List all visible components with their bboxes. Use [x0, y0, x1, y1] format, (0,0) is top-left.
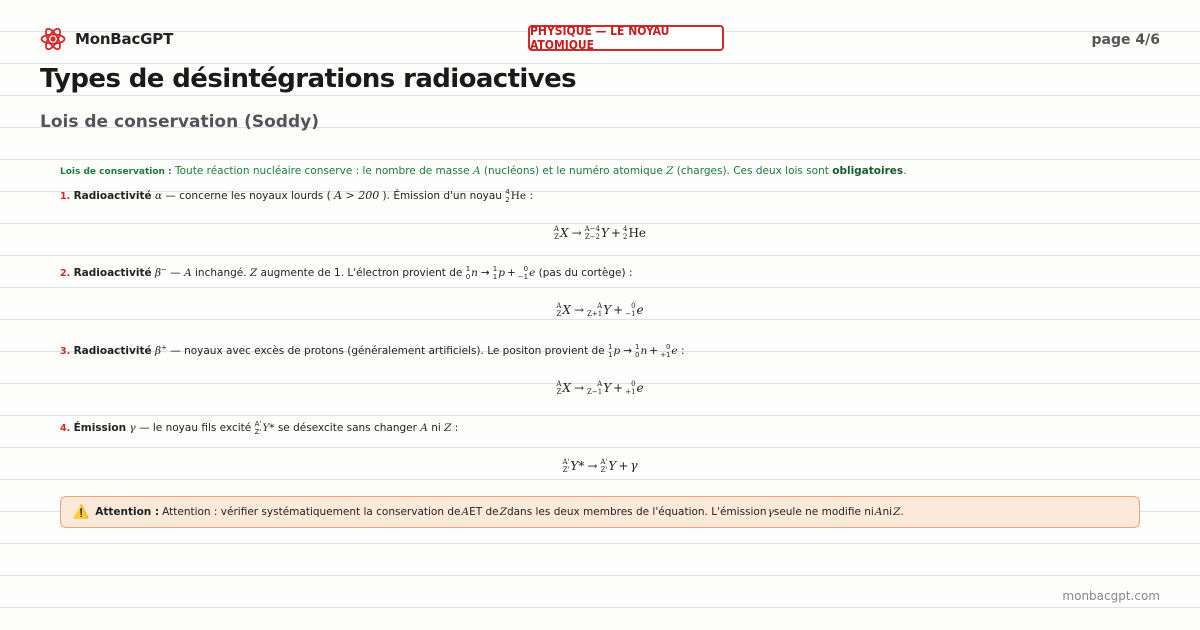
mass-number: A	[556, 380, 562, 388]
helium-symbol: He	[628, 226, 647, 240]
charge-number: −1	[625, 310, 636, 318]
item-text: ni	[427, 422, 445, 434]
mass-number: 0	[665, 343, 671, 351]
item-name: Radioactivité	[73, 267, 152, 279]
item-text: le noyau fils excité	[152, 422, 255, 434]
gamma-symbol: γ	[767, 506, 774, 518]
reaction-arrow: →	[571, 225, 582, 240]
mass-number: 1	[608, 343, 613, 351]
math-Z: Z	[249, 267, 258, 279]
particle-symbol: e	[671, 345, 678, 357]
item-text: se désexcite sans changer	[274, 422, 421, 434]
warning-text: .	[900, 506, 904, 518]
warning-text: Attention : vérifier systématiquement la conservation de	[162, 506, 461, 518]
conservation-label: Lois de conservation :	[60, 167, 172, 177]
item-name: Radioactivité	[73, 190, 152, 202]
reaction-arrow: →	[573, 302, 585, 317]
math-Z: Z	[666, 165, 674, 177]
math-A: A	[874, 506, 883, 518]
parent-nucleus: X	[562, 303, 571, 317]
item-text: :	[677, 345, 685, 357]
conservation-text: (charges). Ces deux lois sont	[673, 165, 833, 177]
charge-number: Z'	[562, 466, 570, 474]
warning-text: ET de	[469, 506, 499, 518]
charge-number: Z	[554, 233, 560, 241]
beta-sign: −	[161, 265, 167, 274]
conservation-note	[60, 165, 907, 177]
charge-number: Z−2	[584, 233, 600, 241]
daughter-nucleus: Y	[603, 381, 612, 395]
daughter-nucleus: Y	[601, 226, 609, 240]
math-A: A	[472, 165, 481, 177]
math-Z: Z	[893, 506, 901, 518]
charge-number: Z	[556, 310, 562, 318]
reaction-arrow: →	[573, 380, 585, 395]
conservation-text: Toute réaction nucléaire conserve : le nombre de masse	[171, 165, 473, 177]
brand-logo[interactable]	[40, 26, 173, 52]
charge-number: Z'	[254, 428, 262, 436]
charge-number: 2	[505, 196, 510, 204]
plus-sign: +	[610, 225, 621, 240]
item-name: Émission	[73, 422, 127, 434]
plus-sign: +	[618, 458, 629, 473]
decay-item-beta-minus: 2. Radioactivité β− — A inchangé. Z augmente de 1. L'électron provient de 1 0 n → 1 1 p + 0 −1 e (pas du cortège) :	[60, 265, 633, 281]
charge-number: 2	[622, 233, 628, 241]
mass-condition: A > 200	[334, 189, 380, 202]
mass-number: 1	[635, 343, 640, 351]
math-A: A	[184, 267, 192, 279]
page-number: page 4/6	[1091, 32, 1160, 48]
warning-text: ni	[882, 506, 893, 518]
charge-number: 1	[492, 273, 498, 281]
mass-number: A'	[562, 458, 570, 466]
item-number: 2.	[60, 268, 71, 279]
item-text: ). Émission d'un noyau	[379, 190, 506, 202]
math-A: A	[461, 506, 470, 518]
equation-alpha	[0, 225, 1200, 241]
charge-number: Z+1	[587, 310, 603, 318]
item-dash: —	[166, 345, 185, 357]
mass-number: 4	[505, 188, 510, 196]
item-number: 1.	[60, 191, 71, 202]
decay-item-gamma	[60, 420, 458, 436]
equation-gamma	[0, 458, 1200, 474]
particle-symbol: p	[613, 345, 621, 357]
electron	[518, 265, 536, 281]
mass-number: 0	[523, 265, 529, 273]
parent-nucleus: X	[560, 226, 569, 240]
helium-nucleus	[505, 188, 526, 204]
item-text: concerne les noyaux lourds (	[179, 190, 335, 202]
decay-item-alpha	[60, 188, 533, 204]
math-Z: Z	[499, 506, 507, 518]
particle-symbol: n	[640, 345, 648, 357]
warning-text: dans les deux membres de l'équation. L'émission	[506, 506, 767, 518]
footer-site-link[interactable]: monbacgpt.com	[1062, 589, 1160, 603]
neutron	[635, 343, 647, 359]
mass-number: A	[597, 302, 603, 310]
item-name: Radioactivité	[73, 345, 152, 357]
charge-number: +1	[660, 351, 671, 359]
page-subtitle: Lois de conservation (Soddy)	[40, 112, 319, 132]
item-text: :	[451, 422, 459, 434]
item-text: inchangé.	[191, 267, 250, 279]
item-dash: —	[166, 267, 185, 279]
excited-nucleus: Y*	[570, 459, 585, 473]
conservation-text: (nucléons) et le numéro atomique	[480, 165, 667, 177]
positron-symbol: e	[636, 381, 644, 395]
charge-number: Z	[556, 388, 562, 396]
daughter-nucleus: Y	[603, 303, 612, 317]
mass-number: A−4	[584, 225, 600, 233]
atom-icon	[40, 26, 66, 52]
warning-text: seule ne modifie ni	[773, 506, 874, 518]
charge-number: 0	[635, 351, 640, 359]
warning-icon: ⚠️	[73, 504, 90, 520]
item-dash: —	[162, 190, 180, 202]
parent-nucleus: X	[562, 381, 571, 395]
mass-number: A'	[254, 420, 262, 428]
beta-symbol: β	[154, 345, 162, 357]
warning-callout	[60, 496, 1140, 528]
item-text: noyaux avec excès de protons (généralement artificiels). Le positon provient de	[184, 345, 609, 357]
brand-name: MonBacGPT	[75, 30, 174, 48]
mass-number: 1	[492, 265, 498, 273]
mass-number: A	[556, 302, 562, 310]
element-symbol: He	[510, 190, 527, 202]
gamma-symbol: γ	[129, 422, 136, 434]
nucleus-symbol: Y*	[262, 422, 275, 434]
item-text: (pas du cortège) :	[535, 267, 633, 279]
item-text: :	[526, 190, 534, 202]
electron-symbol: e	[636, 303, 644, 317]
conservation-text: .	[903, 165, 907, 177]
charge-number: 0	[465, 273, 471, 281]
beta-symbol: β	[154, 267, 162, 279]
mass-number: A	[597, 380, 603, 388]
particle-symbol: p	[498, 267, 505, 279]
mass-number: A'	[600, 458, 608, 466]
equation-beta-plus	[0, 380, 1200, 396]
item-number: 4.	[60, 423, 71, 434]
mass-number: 4	[622, 225, 628, 233]
proton	[608, 343, 620, 359]
charge-number: −1	[517, 273, 529, 281]
item-number: 3.	[60, 346, 71, 357]
excited-nucleus	[255, 420, 275, 436]
decay-item-beta-plus: 3. Radioactivité β+ — noyaux avec excès de protons (généralement artificiels). Le positon provient de 1 1 p → 1 0 n + 0 +1 e :	[60, 343, 685, 359]
beta-sign: +	[161, 343, 167, 352]
alpha-symbol: α	[154, 190, 163, 202]
warning-label: Attention :	[95, 506, 160, 518]
charge-number: Z'	[600, 466, 608, 474]
item-dash: —	[135, 422, 153, 434]
particle-symbol: e	[529, 267, 536, 279]
plus-sign: +	[613, 302, 624, 317]
plus-sign: +	[613, 380, 624, 395]
reaction-arrow: →	[587, 458, 598, 473]
ground-nucleus: Y	[608, 459, 617, 473]
equation-beta-minus	[0, 302, 1200, 318]
charge-number: 1	[608, 351, 613, 359]
mass-number: 1	[465, 265, 471, 273]
mass-number: 0	[631, 380, 636, 388]
gamma-photon: γ	[630, 458, 638, 473]
topic-badge: PHYSIQUE — LE NOYAU ATOMIQUE	[528, 25, 724, 51]
neutron	[466, 265, 478, 281]
positron	[660, 343, 678, 359]
proton	[493, 265, 505, 281]
math-Z: Z	[444, 422, 452, 434]
charge-number: Z−1	[587, 388, 603, 396]
conservation-emphasis: obligatoires	[832, 165, 904, 177]
page-title: Types de désintégrations radioactives	[40, 64, 577, 94]
mass-number: 0	[631, 302, 636, 310]
mass-number: A	[553, 225, 560, 233]
charge-number: +1	[625, 388, 636, 396]
page-header	[0, 0, 1200, 60]
item-text: augmente de 1. L'électron provient de	[257, 267, 466, 279]
particle-symbol: n	[471, 267, 478, 279]
math-A: A	[420, 422, 428, 434]
